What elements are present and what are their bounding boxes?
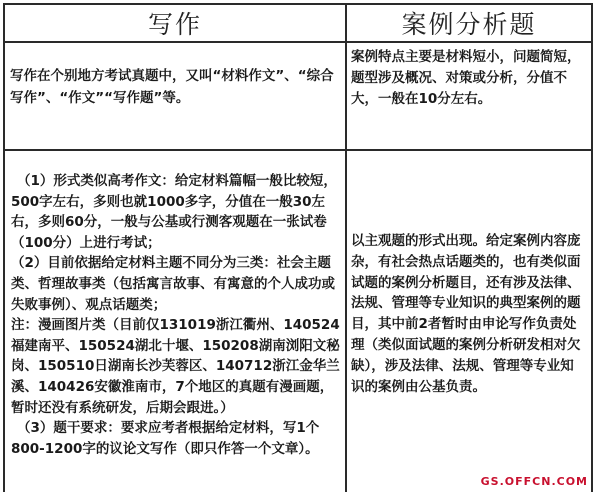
table-row-detail [4,150,592,492]
case-basic-text: 案例特点主要是材料短小，问题简短，题型涉及概况、对策或分析，分值不大，一般在10分左右。 [351,49,581,107]
writing-detail-para-2: （2）目前依据给定材料主题不同分为三类：社会主题类、哲理故事类（包括寓言故事、有寓意的个人成功或失败事例）、观点话题类； [11,255,335,313]
writing-detail-para-4: （3）题干要求：要求应考者根据给定材料，写1个800-1200字的议论文写作（即只作答一个文章）。 [11,420,320,457]
table-row-basic [4,42,592,150]
cell-case-detail [346,150,592,492]
header-writing: 写作 [4,4,346,42]
writing-detail-para-1: （1）形式类似高考作文：给定材料篇幅一般比较短，500字左右，多则也就1000多字，分值在一般30左右，多则60分，一般与公基或行测客观题在一张试卷（100分）上进行考试； [11,173,337,251]
writing-detail-para-3: 注：漫画图片类（目前仅131019浙江衢州、140524福建南平、150524湖北十堰、150208湖南浏阳文秘岗、150510日湖南长沙芙蓉区、140712浙江金华兰溪、140426安徽淮南市，7个地区的真题有漫画题，暂时还没有系统研发，后期会跟进。） [11,317,340,416]
writing-basic-text: 写作在个别地方考试真题中，又叫“材料作文”、“综合写作”、“作文”“写作题”等。 [10,68,334,106]
header-case-analysis: 案例分析题 [346,4,592,42]
cell-writing-basic [4,42,346,150]
table-header-row [4,4,592,42]
comparison-table [3,3,593,492]
cell-writing-detail [4,150,346,492]
cell-case-basic [346,42,592,150]
case-detail-text: 以主观题的形式出现。给定案例内容庞杂，有社会热点话题类的，也有类似面试题的案例分析题目，还有涉及法律、法规、管理等专业知识的典型案例的题目，其中前2者暂时由申论写作负责处理（类似面试题的案例分析研发相对欠缺），涉及法律、法规、管理等专业知识的案例由公基负责。 [351,233,581,395]
site-watermark: GS.OFFCN.COM [480,475,588,488]
